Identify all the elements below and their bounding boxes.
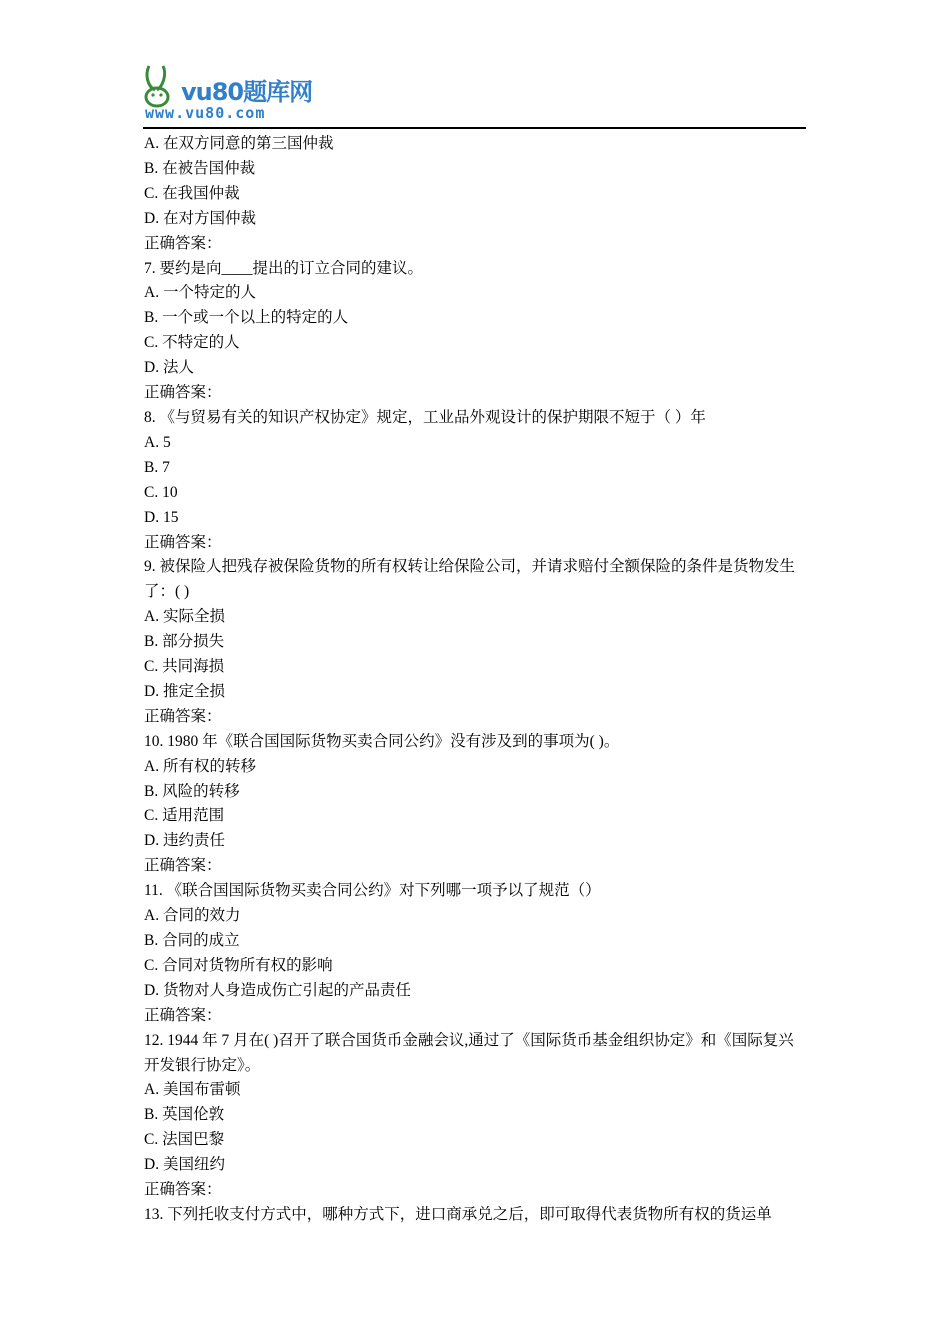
rabbit-logo-icon — [143, 64, 183, 108]
option-b: B. 合同的成立 — [144, 932, 240, 949]
option-c: C. 适用范围 — [144, 807, 225, 825]
option-c: C. 在我国仲裁 — [144, 184, 240, 202]
option-b: B. 在被告国仲裁 — [144, 159, 256, 177]
option-b: B. 一个或一个以上的特定的人 — [144, 309, 349, 327]
question-list — [144, 132, 809, 1228]
option-b: B. 英国伦敦 — [144, 1106, 225, 1124]
option-c: C. 共同海损 — [144, 658, 225, 676]
answer-label: 正确答案： — [144, 707, 222, 725]
option-c: C. 10 — [144, 483, 178, 501]
option-c: C. 法国巴黎 — [144, 1131, 225, 1149]
question-13: 13. 下列托收支付方式中，哪种方式下，进口商承兑之后，即可取得代表货物所有权的货运单 — [144, 1205, 772, 1223]
question-11: 11. 《联合国国际货物买卖合同公约》对下列哪一项予以了规范（） — [144, 882, 601, 900]
option-d: D. 美国纽约 — [144, 1156, 225, 1174]
option-d: D. 货物对人身造成伤亡引起的产品责任 — [144, 981, 411, 999]
option-b: B. 风险的转移 — [144, 782, 240, 800]
answer-label: 正确答案： — [144, 857, 222, 875]
option-a: A. 美国布雷顿 — [144, 1081, 241, 1099]
logo-text: vu80题库网 — [181, 78, 313, 106]
option-d: D. 推定全损 — [144, 682, 225, 700]
site-logo[interactable] — [143, 64, 328, 126]
header-divider — [143, 127, 806, 129]
option-a: A. 在双方同意的第三国仲裁 — [144, 135, 334, 152]
answer-label: 正确答案： — [144, 533, 222, 551]
answer-label: 正确答案： — [144, 1006, 222, 1024]
answer-label: 正确答案： — [144, 384, 222, 402]
option-a: A. 实际全损 — [144, 608, 225, 626]
answer-label: 正确答案： — [144, 1181, 222, 1199]
question-7: 7. 要约是向____提出的订立合同的建议。 — [144, 259, 424, 277]
option-c: C. 不特定的人 — [144, 334, 240, 352]
option-b: B. 部分损失 — [144, 633, 225, 651]
option-c: C. 合同对货物所有权的影响 — [144, 956, 333, 974]
question-8: 8. 《与贸易有关的知识产权协定》规定，工业品外观设计的保护期限不短于（ ）年 — [144, 408, 706, 426]
question-10: 10. 1980 年《联合国国际货物买卖合同公约》没有涉及到的事项为( )。 — [144, 732, 620, 750]
option-a: A. 所有权的转移 — [144, 757, 256, 775]
answer-label: 正确答案： — [144, 234, 222, 252]
question-9: 9. 被保险人把残存被保险货物的所有权转让给保险公司，并请求赔付全额保险的条件是货物发生了：( ) — [144, 558, 796, 601]
option-a: A. 一个特定的人 — [144, 284, 256, 302]
option-d: D. 法人 — [144, 359, 194, 377]
question-12: 12. 1944 年 7 月在( )召开了联合国货币金融会议,通过了《国际货币基金组织协定》和《国际复兴开发银行协定》。 — [144, 1031, 794, 1074]
option-d: D. 违约责任 — [144, 832, 225, 850]
option-a: A. 合同的效力 — [144, 907, 241, 925]
option-b: B. 7 — [144, 458, 170, 476]
option-a: A. 5 — [144, 433, 171, 451]
option-d: D. 15 — [144, 508, 179, 526]
option-d: D. 在对方国仲裁 — [144, 209, 256, 227]
logo-url: www.vu80.com — [145, 104, 266, 122]
